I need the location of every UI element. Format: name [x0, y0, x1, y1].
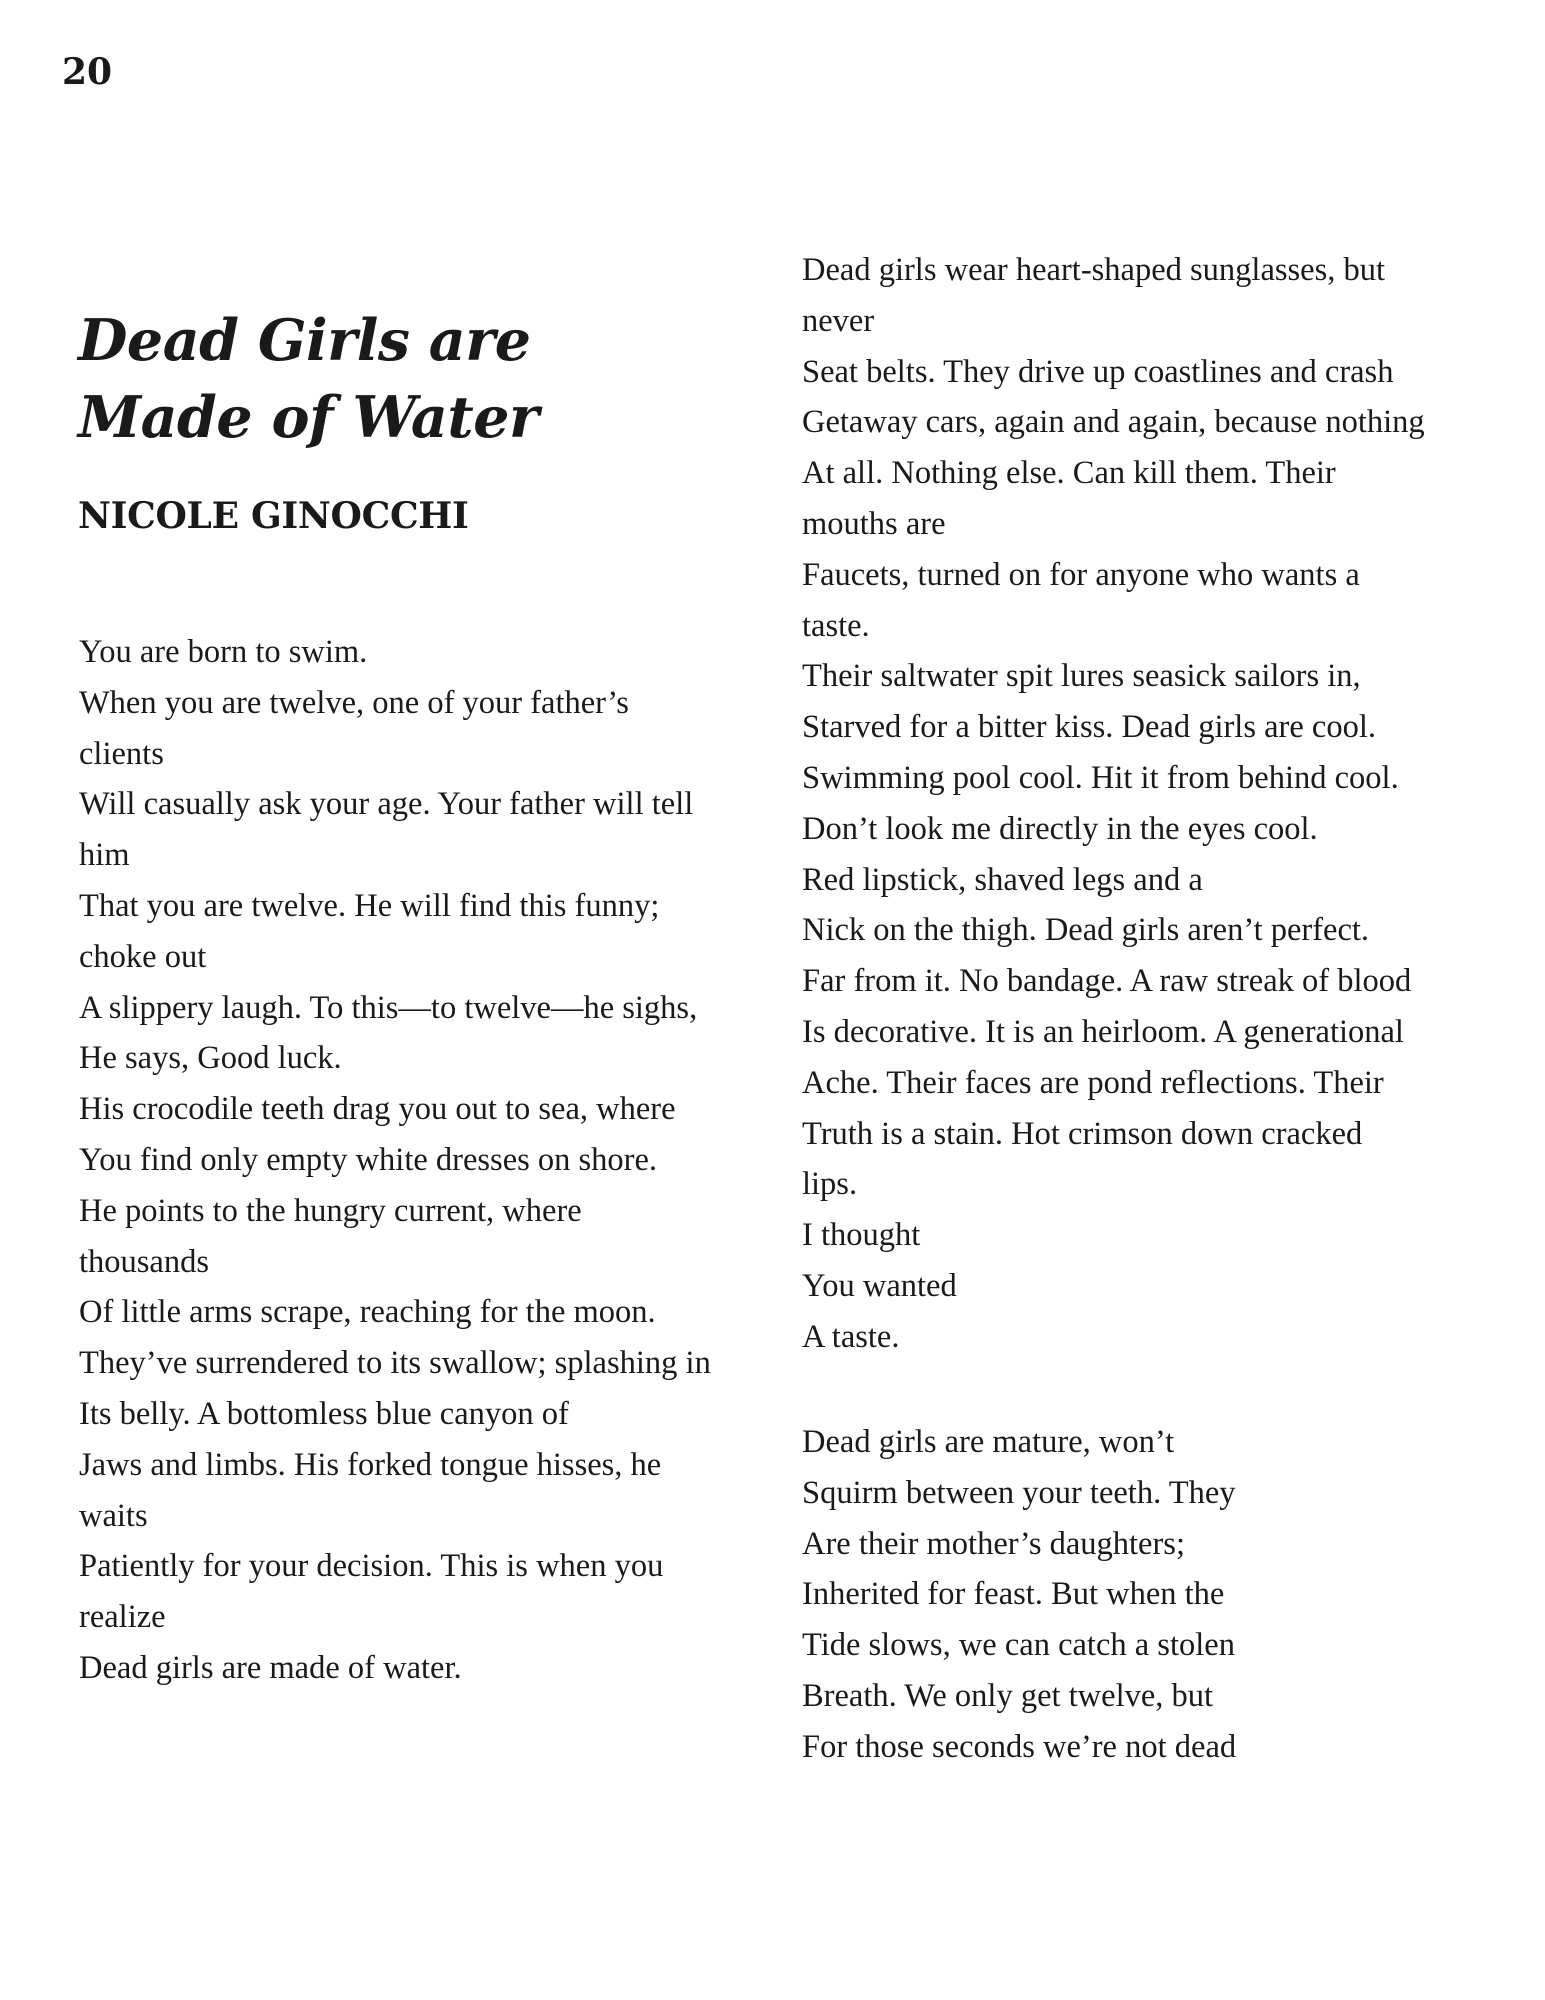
poem-line: Patiently for your decision. This is when you: [79, 1548, 664, 1585]
poem-line: Faucets, turned on for anyone who wants a: [802, 556, 1360, 593]
page-number: 20: [62, 51, 113, 93]
poem-line: Its belly. A bottomless blue canyon of: [79, 1395, 569, 1432]
poem-line: Of little arms scrape, reaching for the moon.: [79, 1294, 656, 1331]
poem-line: waits: [79, 1497, 148, 1534]
poem-line: him: [79, 837, 130, 874]
poem-line: Dead girls wear heart-shaped sunglasses, but: [802, 252, 1386, 288]
poem-line: I thought: [802, 1217, 921, 1254]
poem-line: For those seconds we’re not dead: [802, 1728, 1237, 1765]
poem-line: clients: [79, 735, 164, 772]
poem-line: Inherited for feast. But when the: [802, 1576, 1225, 1613]
poem-line: You find only empty white dresses on shore.: [79, 1141, 658, 1178]
left-column-stanza: [79, 627, 769, 1694]
poem-line: Truth is a stain. Hot crimson down cracked: [802, 1115, 1363, 1152]
poem-line: Getaway cars, again and again, because nothing: [802, 404, 1425, 441]
poem-title-line: Dead Girls are: [78, 307, 531, 374]
poem-line: They’ve surrendered to its swallow; splashing in: [79, 1345, 711, 1382]
poem-line: realize: [79, 1599, 166, 1636]
poem-line: Will casually ask your age. Your father will tell: [79, 786, 694, 823]
right-column-stanza-2: [802, 1417, 1502, 1773]
poem-line: When you are twelve, one of your father’s: [79, 684, 629, 721]
poem-line: Far from it. No bandage. A raw streak of blood: [802, 963, 1412, 1000]
author-name: NICOLE GINOCCHI: [78, 495, 469, 537]
right-column-stanza-1: [802, 245, 1502, 1363]
poem-line: At all. Nothing else. Can kill them. Their: [802, 455, 1336, 492]
poem-line: choke out: [79, 938, 207, 975]
poem-line: That you are twelve. He will find this funny;: [79, 887, 660, 924]
poem-title: [78, 302, 718, 456]
poem-line: His crocodile teeth drag you out to sea, where: [79, 1091, 676, 1128]
poem-line: Dead girls are mature, won’t: [802, 1424, 1175, 1460]
poem-line: Red lipstick, shaved legs and a: [802, 861, 1203, 898]
poem-line: Squirm between your teeth. They: [802, 1474, 1236, 1511]
poem-line: Dead girls are made of water.: [79, 1649, 462, 1686]
poem-line: Is decorative. It is an heirloom. A generational: [802, 1013, 1404, 1050]
poem-line: Seat belts. They drive up coastlines and crash: [802, 353, 1394, 390]
poem-line: lips.: [802, 1166, 858, 1203]
poem-line: never: [802, 302, 875, 339]
poem-line: A taste.: [802, 1318, 900, 1355]
poem-title-line: Made of Water: [78, 384, 539, 451]
poem-line: He points to the hungry current, where: [79, 1192, 582, 1229]
poem-line: Starved for a bitter kiss. Dead girls are cool.: [802, 709, 1376, 746]
poem-line: Are their mother’s daughters;: [802, 1525, 1185, 1562]
poem-line: mouths are: [802, 505, 946, 542]
poem-line: Breath. We only get twelve, but: [802, 1677, 1214, 1714]
poem-line: Nick on the thigh. Dead girls aren’t perfect.: [802, 912, 1370, 949]
poem-line: taste.: [802, 607, 870, 644]
poem-line: Tide slows, we can catch a stolen: [802, 1627, 1235, 1664]
poem-line: Their saltwater spit lures seasick sailors in,: [802, 658, 1361, 695]
poem-line: Don’t look me directly in the eyes cool.: [802, 810, 1318, 847]
poem-line: You are born to swim.: [79, 634, 368, 670]
poem-line: He says, Good luck.: [79, 1040, 342, 1077]
poem-line: A slippery laugh. To this––to twelve––he sighs,: [79, 989, 698, 1026]
poem-line: Jaws and limbs. His forked tongue hisses, he: [79, 1446, 662, 1483]
poem-line: thousands: [79, 1243, 209, 1280]
poem-line: Swimming pool cool. Hit it from behind cool.: [802, 759, 1399, 796]
poem-line: Ache. Their faces are pond reflections. Their: [802, 1064, 1384, 1101]
poem-line: You wanted: [802, 1267, 957, 1304]
